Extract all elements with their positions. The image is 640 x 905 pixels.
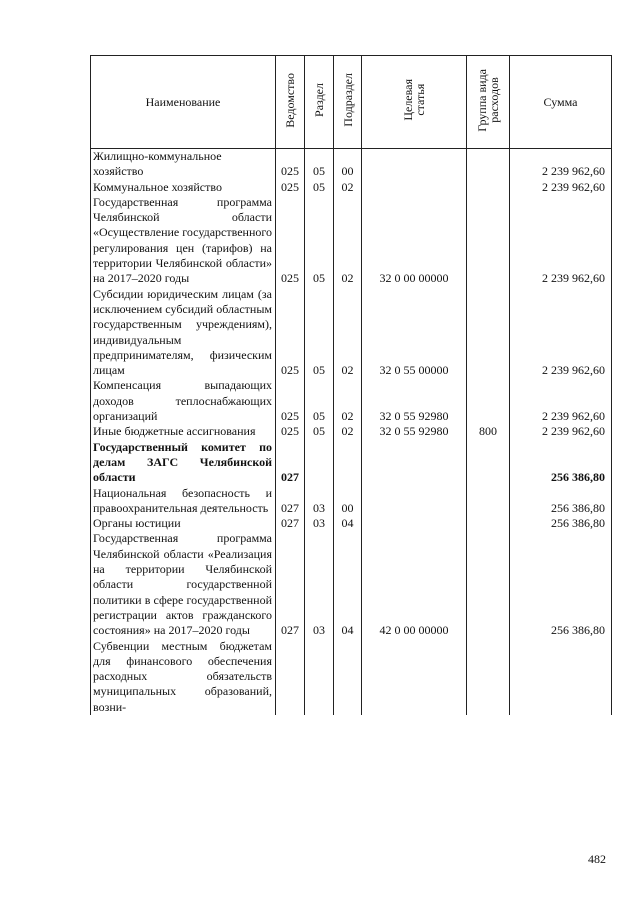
table-row — [91, 424, 612, 439]
row-summa: 2 239 962,60 — [510, 149, 612, 180]
row-celevaya-statya: 32 0 55 00000 — [362, 287, 467, 379]
row-summa: 2 239 962,60 — [510, 195, 612, 287]
row-podrazdel: 02 — [334, 424, 362, 439]
row-podrazdel — [334, 639, 362, 715]
table-row — [91, 639, 612, 715]
row-vedomstvo: 025 — [276, 149, 305, 180]
row-vedomstvo: 025 — [276, 378, 305, 424]
row-name: Национальная безопасность и правоохранительная деятельность — [91, 486, 276, 517]
row-razdel — [305, 440, 334, 486]
row-celevaya-statya — [362, 516, 467, 531]
row-podrazdel: 02 — [334, 287, 362, 379]
row-razdel: 05 — [305, 195, 334, 287]
row-gruppa-vida — [467, 531, 510, 638]
row-summa — [510, 639, 612, 715]
row-razdel: 05 — [305, 149, 334, 180]
row-celevaya-statya: 32 0 00 00000 — [362, 195, 467, 287]
row-podrazdel: 02 — [334, 195, 362, 287]
row-vedomstvo: 025 — [276, 180, 305, 195]
row-name: Субсидии юридическим лицам (за исключением субсидий областным государственным учреждениям), индивидуальным предпринимателям, физическим лицам — [91, 287, 276, 379]
table-row — [91, 531, 612, 638]
row-celevaya-statya: 32 0 55 92980 — [362, 378, 467, 424]
row-gruppa-vida — [467, 149, 510, 180]
row-gruppa-vida — [467, 378, 510, 424]
row-summa: 256 386,80 — [510, 531, 612, 638]
row-razdel: 03 — [305, 486, 334, 517]
table-header — [91, 56, 612, 149]
page-number: 482 — [588, 852, 606, 866]
row-celevaya-statya — [362, 180, 467, 195]
table-row — [91, 180, 612, 195]
table-row — [91, 149, 612, 180]
header-gruppa-vida-raskhodov: Группа вида расходов — [467, 56, 510, 149]
row-name: Государственная программа Челябинской области «Осуществление государственного регулирования цен (тарифов) на территории Челябинской области» на 2017–2020 годы — [91, 195, 276, 287]
row-razdel: 03 — [305, 516, 334, 531]
row-razdel: 05 — [305, 424, 334, 439]
row-vedomstvo: 027 — [276, 440, 305, 486]
row-gruppa-vida — [467, 516, 510, 531]
row-vedomstvo — [276, 639, 305, 715]
row-gruppa-vida — [467, 195, 510, 287]
row-summa: 256 386,80 — [510, 440, 612, 486]
row-vedomstvo: 025 — [276, 424, 305, 439]
row-gruppa-vida — [467, 639, 510, 715]
row-celevaya-statya — [362, 440, 467, 486]
row-vedomstvo: 027 — [276, 531, 305, 638]
row-name: Компенсация выпадающих доходов теплоснабжающих организаций — [91, 378, 276, 424]
row-gruppa-vida — [467, 180, 510, 195]
row-vedomstvo: 027 — [276, 516, 305, 531]
row-name: Коммунальное хозяйство — [91, 180, 276, 195]
row-podrazdel: 02 — [334, 180, 362, 195]
row-summa: 256 386,80 — [510, 516, 612, 531]
header-summa: Сумма — [510, 56, 612, 149]
row-podrazdel — [334, 440, 362, 486]
row-podrazdel: 00 — [334, 149, 362, 180]
header-podrazdel: Подраздел — [334, 56, 362, 149]
row-summa: 2 239 962,60 — [510, 378, 612, 424]
row-summa: 2 239 962,60 — [510, 424, 612, 439]
header-name: Наименование — [91, 56, 276, 149]
row-gruppa-vida — [467, 486, 510, 517]
table-row — [91, 486, 612, 517]
row-name: Жилищно-коммунальное хозяйство — [91, 149, 276, 180]
row-name: Органы юстиции — [91, 516, 276, 531]
row-razdel: 05 — [305, 378, 334, 424]
row-podrazdel: 04 — [334, 531, 362, 638]
row-celevaya-statya — [362, 149, 467, 180]
row-razdel: 03 — [305, 531, 334, 638]
header-vedomstvo: Ведомство — [276, 56, 305, 149]
row-celevaya-statya: 42 0 00 00000 — [362, 531, 467, 638]
row-name: Государственный комитет по делам ЗАГС Челябинской области — [91, 440, 276, 486]
table-row — [91, 287, 612, 379]
row-razdel: 05 — [305, 287, 334, 379]
header-celevaya-statya: Целевая статья — [362, 56, 467, 149]
table-row — [91, 440, 612, 486]
table-row — [91, 516, 612, 531]
row-name: Иные бюджетные ассигнования — [91, 424, 276, 439]
table-row — [91, 195, 612, 287]
header-razdel: Раздел — [305, 56, 334, 149]
row-vedomstvo: 025 — [276, 195, 305, 287]
row-celevaya-statya — [362, 639, 467, 715]
row-podrazdel: 02 — [334, 378, 362, 424]
row-gruppa-vida — [467, 287, 510, 379]
row-podrazdel: 00 — [334, 486, 362, 517]
row-razdel — [305, 639, 334, 715]
row-celevaya-statya — [362, 486, 467, 517]
row-razdel: 05 — [305, 180, 334, 195]
table-row — [91, 378, 612, 424]
row-name: Государственная программа Челябинской области «Реализация на территории Челябинской области государственной политики в сфере государственной регистрации актов гражданского состояния» на 2017–2020 годы — [91, 531, 276, 638]
row-celevaya-statya: 32 0 55 92980 — [362, 424, 467, 439]
row-podrazdel: 04 — [334, 516, 362, 531]
row-summa: 256 386,80 — [510, 486, 612, 517]
row-gruppa-vida — [467, 440, 510, 486]
row-gruppa-vida: 800 — [467, 424, 510, 439]
row-vedomstvo: 027 — [276, 486, 305, 517]
row-summa: 2 239 962,60 — [510, 180, 612, 195]
row-vedomstvo: 025 — [276, 287, 305, 379]
table-body — [91, 149, 612, 715]
row-summa: 2 239 962,60 — [510, 287, 612, 379]
row-name: Субвенции местным бюджетам для финансового обеспечения расходных обязательств муниципальных образований, возни- — [91, 639, 276, 715]
budget-table — [90, 55, 612, 715]
